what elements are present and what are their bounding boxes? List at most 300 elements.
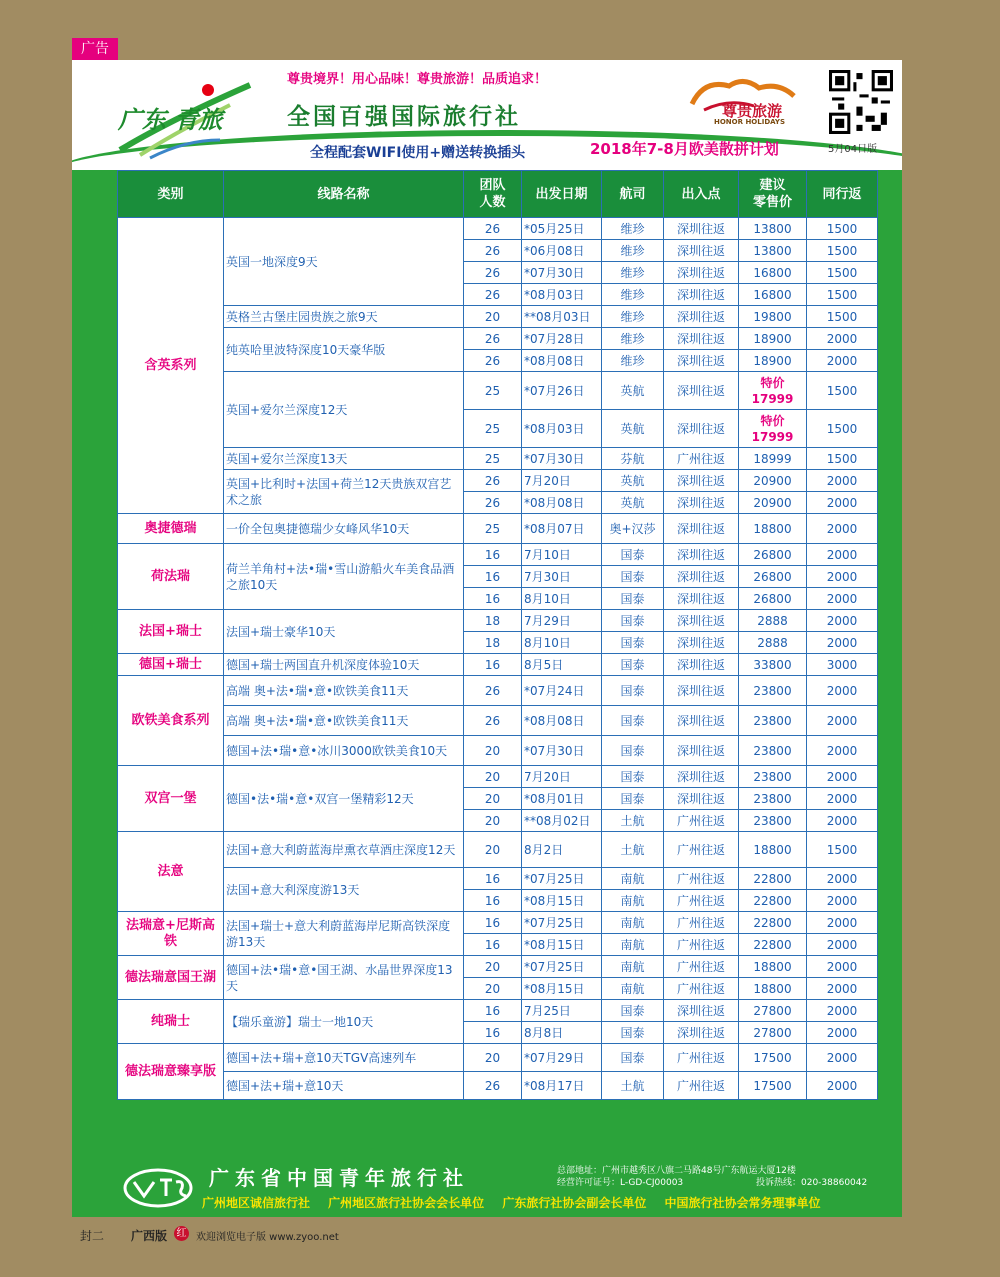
airline-cell: 国泰 [602, 766, 664, 788]
rebate-cell: 2000 [807, 810, 878, 832]
route-cell: 英国+爱尔兰深度13天 [224, 448, 464, 470]
airline-cell: 南航 [602, 978, 664, 1000]
port-cell: 广州往返 [664, 912, 739, 934]
price-cell: 17500 [739, 1044, 807, 1072]
table-row [118, 654, 878, 676]
price-cell: 27800 [739, 1000, 807, 1022]
price-cell: 22800 [739, 912, 807, 934]
group-cell: 26 [464, 240, 522, 262]
rebate-cell: 1500 [807, 410, 878, 448]
route-cell: 英国+比利时+法国+荷兰12天贵族双宫艺术之旅 [224, 470, 464, 514]
group-cell: 26 [464, 350, 522, 372]
group-cell: 20 [464, 956, 522, 978]
date-cell: 7月30日 [522, 566, 602, 588]
route-cell: 英国+爱尔兰深度12天 [224, 372, 464, 448]
date-cell: *07月28日 [522, 328, 602, 350]
footer-license: 经营许可证号：L-GD-CJ00003 [557, 1178, 684, 1188]
group-cell: 18 [464, 610, 522, 632]
group-cell: 18 [464, 632, 522, 654]
date-cell: *08月15日 [522, 934, 602, 956]
rebate-cell: 2000 [807, 470, 878, 492]
date-cell: *08月17日 [522, 1072, 602, 1100]
ad-tag: 广告 [72, 38, 118, 60]
price-cell: 27800 [739, 1022, 807, 1044]
airline-cell: 南航 [602, 934, 664, 956]
rebate-cell: 2000 [807, 868, 878, 890]
rebate-cell: 1500 [807, 372, 878, 410]
route-cell: 德国+法•瑞•意•国王湖、水晶世界深度13天 [224, 956, 464, 1000]
airline-cell: 奥+汉莎 [602, 514, 664, 544]
airline-cell: 维珍 [602, 240, 664, 262]
price-cell: 13800 [739, 240, 807, 262]
category-cell: 双宫一堡 [118, 766, 224, 832]
table-row [118, 1044, 878, 1072]
date-cell: 8月10日 [522, 632, 602, 654]
edition-date: 5月04日版 [828, 144, 878, 155]
group-cell: 16 [464, 890, 522, 912]
price-cell: 26800 [739, 544, 807, 566]
airline-cell: 南航 [602, 956, 664, 978]
group-cell: 20 [464, 978, 522, 1000]
cyts-logo-icon [122, 1166, 194, 1210]
category-cell: 法意 [118, 832, 224, 912]
table-row [118, 868, 878, 890]
itinerary-table [117, 170, 878, 1100]
route-cell: 【瑞乐童游】瑞士一地10天 [224, 1000, 464, 1044]
airline-cell: 国泰 [602, 676, 664, 706]
date-cell: *07月30日 [522, 262, 602, 284]
date-cell: 8月2日 [522, 832, 602, 868]
table-row [118, 306, 878, 328]
price-cell: 2888 [739, 610, 807, 632]
table-row [118, 544, 878, 566]
rebate-cell: 2000 [807, 956, 878, 978]
price-cell: 18900 [739, 328, 807, 350]
table-row [118, 676, 878, 706]
airline-cell: 国泰 [602, 610, 664, 632]
price-cell: 23800 [739, 676, 807, 706]
category-cell: 荷法瑞 [118, 544, 224, 610]
category-cell: 德法瑞意臻享版 [118, 1044, 224, 1100]
date-cell: *06月08日 [522, 240, 602, 262]
airline-cell: 国泰 [602, 1022, 664, 1044]
airline-cell: 国泰 [602, 544, 664, 566]
group-cell: 25 [464, 514, 522, 544]
airline-cell: 英航 [602, 470, 664, 492]
date-cell: *08月03日 [522, 284, 602, 306]
route-cell: 德国•法•瑞•意•双宫一堡精彩12天 [224, 766, 464, 832]
port-cell: 深圳往返 [664, 588, 739, 610]
table-row [118, 372, 878, 410]
date-cell: 8月5日 [522, 654, 602, 676]
airline-cell: 南航 [602, 912, 664, 934]
group-cell: 20 [464, 788, 522, 810]
category-cell: 德国+瑞士 [118, 654, 224, 676]
route-cell: 法国+瑞士豪华10天 [224, 610, 464, 654]
airline-cell: 芬航 [602, 448, 664, 470]
group-cell: 16 [464, 544, 522, 566]
date-cell: 7月20日 [522, 766, 602, 788]
group-cell: 26 [464, 470, 522, 492]
port-cell: 广州往返 [664, 978, 739, 1000]
price-cell: 26800 [739, 588, 807, 610]
group-cell: 16 [464, 1000, 522, 1022]
brand-name: 尊贵旅游 [722, 102, 783, 120]
header-price: 建议 零售价 [739, 171, 807, 218]
table-row [118, 736, 878, 766]
route-cell: 高端 奥+法•瑞•意•欧铁美食11天 [224, 676, 464, 706]
group-cell: 25 [464, 410, 522, 448]
date-cell: **08月02日 [522, 810, 602, 832]
group-cell: 26 [464, 218, 522, 240]
port-cell: 深圳往返 [664, 610, 739, 632]
date-cell: *07月30日 [522, 448, 602, 470]
date-cell: *07月30日 [522, 736, 602, 766]
date-cell: *08月15日 [522, 890, 602, 912]
rebate-cell: 2000 [807, 978, 878, 1000]
rebate-cell: 2000 [807, 890, 878, 912]
date-cell: *07月25日 [522, 868, 602, 890]
port-cell: 深圳往返 [664, 654, 739, 676]
table-row [118, 448, 878, 470]
price-cell: 16800 [739, 284, 807, 306]
route-cell: 法国+意大利蔚蓝海岸熏衣草酒庄深度12天 [224, 832, 464, 868]
group-cell: 20 [464, 1044, 522, 1072]
logo-text: 广东 青旅 [118, 105, 223, 134]
price-cell: 18800 [739, 832, 807, 868]
airline-cell: 国泰 [602, 706, 664, 736]
rebate-cell: 2000 [807, 676, 878, 706]
price-cell: 33800 [739, 654, 807, 676]
port-cell: 深圳往返 [664, 566, 739, 588]
port-cell: 广州往返 [664, 448, 739, 470]
port-cell: 深圳往返 [664, 1000, 739, 1022]
price-cell: 18800 [739, 956, 807, 978]
edition-name: 广西版 [131, 1229, 168, 1243]
table-row [118, 1072, 878, 1100]
group-cell: 26 [464, 328, 522, 350]
rebate-cell: 2000 [807, 912, 878, 934]
category-cell: 欧铁美食系列 [118, 676, 224, 766]
group-cell: 16 [464, 1022, 522, 1044]
group-cell: 16 [464, 588, 522, 610]
header-airline: 航司 [602, 171, 664, 218]
date-cell: *07月24日 [522, 676, 602, 706]
date-cell: **08月03日 [522, 306, 602, 328]
date-cell: *07月26日 [522, 372, 602, 410]
port-cell: 广州往返 [664, 832, 739, 868]
header-port: 出入点 [664, 171, 739, 218]
group-cell: 16 [464, 868, 522, 890]
group-cell: 16 [464, 566, 522, 588]
subtitle: 全程配套WIFI使用+赠送转换插头 [310, 145, 526, 161]
price-cell: 22800 [739, 868, 807, 890]
price-cell: 13800 [739, 218, 807, 240]
table-row [118, 956, 878, 978]
table-row [118, 610, 878, 632]
table-row [118, 218, 878, 240]
port-cell: 广州往返 [664, 1072, 739, 1100]
route-cell: 德国+瑞士两国直升机深度体验10天 [224, 654, 464, 676]
table-row [118, 514, 878, 544]
route-cell: 高端 奥+法•瑞•意•欧铁美食11天 [224, 706, 464, 736]
airline-cell: 南航 [602, 868, 664, 890]
price-cell: 23800 [739, 736, 807, 766]
port-cell: 深圳往返 [664, 544, 739, 566]
port-cell: 深圳往返 [664, 632, 739, 654]
rebate-cell: 2000 [807, 350, 878, 372]
rebate-cell: 2000 [807, 328, 878, 350]
group-cell: 16 [464, 934, 522, 956]
price-cell: 18800 [739, 978, 807, 1000]
table-header-row [118, 171, 878, 218]
price-cell: 23800 [739, 706, 807, 736]
port-cell: 深圳往返 [664, 240, 739, 262]
rebate-cell: 2000 [807, 1000, 878, 1022]
route-cell: 德国+法•瑞•意•冰川3000欧铁美食10天 [224, 736, 464, 766]
rebate-cell: 3000 [807, 654, 878, 676]
footer-hotline: 投诉热线：020-38860042 [756, 1178, 868, 1188]
airline-cell: 土航 [602, 832, 664, 868]
page-number: 封二 [80, 1229, 105, 1243]
header-rebate: 同行返 [807, 171, 878, 218]
airline-cell: 土航 [602, 810, 664, 832]
flyer-panel [72, 60, 902, 1217]
port-cell: 深圳往返 [664, 1022, 739, 1044]
port-cell: 深圳往返 [664, 372, 739, 410]
date-cell: *07月25日 [522, 912, 602, 934]
group-cell: 25 [464, 448, 522, 470]
port-cell: 深圳往返 [664, 766, 739, 788]
brand-english: HONOR HOLIDAYS [714, 118, 785, 126]
footer-address: 总部地址：广州市越秀区八旗二马路48号广东航运大厦12楼 [557, 1166, 796, 1176]
port-cell: 深圳往返 [664, 262, 739, 284]
date-cell: 7月20日 [522, 470, 602, 492]
group-cell: 20 [464, 766, 522, 788]
price-cell: 17500 [739, 1072, 807, 1100]
rebate-cell: 2000 [807, 736, 878, 766]
header-group-size: 团队 人数 [464, 171, 522, 218]
port-cell: 深圳往返 [664, 706, 739, 736]
airline-cell: 国泰 [602, 654, 664, 676]
price-cell: 23800 [739, 766, 807, 788]
special-price-cell: 特价 17999 [739, 372, 807, 410]
group-cell: 20 [464, 810, 522, 832]
itinerary-table-wrap [117, 170, 877, 1100]
price-cell: 26800 [739, 566, 807, 588]
price-cell: 23800 [739, 788, 807, 810]
category-cell: 奥捷德瑞 [118, 514, 224, 544]
rebate-cell: 2000 [807, 544, 878, 566]
rebate-cell: 1500 [807, 832, 878, 868]
airline-cell: 维珍 [602, 284, 664, 306]
special-price-cell: 特价 17999 [739, 410, 807, 448]
rebate-cell: 2000 [807, 788, 878, 810]
airline-cell: 英航 [602, 372, 664, 410]
group-cell: 26 [464, 492, 522, 514]
category-cell: 德法瑞意国王湖 [118, 956, 224, 1000]
price-cell: 23800 [739, 810, 807, 832]
airline-cell: 英航 [602, 410, 664, 448]
airline-cell: 国泰 [602, 1000, 664, 1022]
airline-cell: 国泰 [602, 632, 664, 654]
price-cell: 2888 [739, 632, 807, 654]
table-row [118, 328, 878, 350]
group-cell: 26 [464, 284, 522, 306]
port-cell: 广州往返 [664, 868, 739, 890]
category-cell: 法瑞意+尼斯高铁 [118, 912, 224, 956]
price-cell: 20900 [739, 492, 807, 514]
table-row [118, 766, 878, 788]
group-cell: 20 [464, 736, 522, 766]
table-row [118, 470, 878, 492]
date-cell: *07月29日 [522, 1044, 602, 1072]
airline-cell: 国泰 [602, 588, 664, 610]
port-cell: 深圳往返 [664, 470, 739, 492]
rebate-cell: 2000 [807, 1072, 878, 1100]
date-cell: 7月29日 [522, 610, 602, 632]
header [72, 60, 902, 170]
airline-cell: 南航 [602, 890, 664, 912]
date-cell: 8月10日 [522, 588, 602, 610]
rebate-cell: 2000 [807, 514, 878, 544]
price-cell: 16800 [739, 262, 807, 284]
date-cell: *08月07日 [522, 514, 602, 544]
route-cell: 纯英哈里波特深度10天豪华版 [224, 328, 464, 372]
rebate-cell: 2000 [807, 766, 878, 788]
price-cell: 18800 [739, 514, 807, 544]
header-route: 线路名称 [224, 171, 464, 218]
group-cell: 25 [464, 372, 522, 410]
main-title: 全国百强国际旅行社 [287, 104, 521, 130]
date-cell: 8月8日 [522, 1022, 602, 1044]
table-row [118, 832, 878, 868]
date-cell: *08月08日 [522, 706, 602, 736]
route-cell: 英格兰古堡庄园贵族之旅9天 [224, 306, 464, 328]
group-cell: 26 [464, 1072, 522, 1100]
port-cell: 深圳往返 [664, 736, 739, 766]
rebate-cell: 2000 [807, 610, 878, 632]
table-row [118, 706, 878, 736]
price-cell: 22800 [739, 890, 807, 912]
port-cell: 广州往返 [664, 810, 739, 832]
rebate-cell: 2000 [807, 934, 878, 956]
price-cell: 19800 [739, 306, 807, 328]
rebate-cell: 2000 [807, 566, 878, 588]
hong-badge: 红 [174, 1226, 189, 1241]
port-cell: 深圳往返 [664, 788, 739, 810]
date-cell: *08月15日 [522, 978, 602, 1000]
port-cell: 深圳往返 [664, 410, 739, 448]
rebate-cell: 1500 [807, 262, 878, 284]
slogan: 尊贵境界！用心品味！尊贵旅游！品质追求！ [287, 72, 548, 87]
airline-cell: 维珍 [602, 262, 664, 284]
date-cell: *08月08日 [522, 350, 602, 372]
airline-cell: 维珍 [602, 306, 664, 328]
browse-link[interactable]: 欢迎浏览电子版 www.zyoo.net [196, 1232, 339, 1243]
port-cell: 深圳往返 [664, 328, 739, 350]
route-cell: 德国+法+瑞+意10天TGV高速列车 [224, 1044, 464, 1072]
date-cell: *08月03日 [522, 410, 602, 448]
plan-title: 2018年7-8月欧美散拼计划 [590, 140, 779, 158]
route-cell: 一价全包奥捷德瑞少女峰风华10天 [224, 514, 464, 544]
airline-cell: 国泰 [602, 736, 664, 766]
group-cell: 16 [464, 912, 522, 934]
port-cell: 广州往返 [664, 956, 739, 978]
table-row [118, 912, 878, 934]
airline-cell: 维珍 [602, 218, 664, 240]
port-cell: 深圳往返 [664, 492, 739, 514]
header-date: 出发日期 [522, 171, 602, 218]
airline-cell: 维珍 [602, 350, 664, 372]
price-cell: 20900 [739, 470, 807, 492]
airline-cell: 英航 [602, 492, 664, 514]
header-category: 类别 [118, 171, 224, 218]
footer-title: 广东省中国青年旅行社 [209, 1166, 469, 1190]
rebate-cell: 2000 [807, 1022, 878, 1044]
rebate-cell: 1500 [807, 448, 878, 470]
route-cell: 德国+法+瑞+意10天 [224, 1072, 464, 1100]
airline-cell: 土航 [602, 1072, 664, 1100]
port-cell: 深圳往返 [664, 218, 739, 240]
group-cell: 20 [464, 306, 522, 328]
group-cell: 16 [464, 654, 522, 676]
date-cell: *08月08日 [522, 492, 602, 514]
port-cell: 深圳往返 [664, 306, 739, 328]
airline-cell: 维珍 [602, 328, 664, 350]
rebate-cell: 2000 [807, 588, 878, 610]
rebate-cell: 1500 [807, 306, 878, 328]
date-cell: *05月25日 [522, 218, 602, 240]
rebate-cell: 2000 [807, 632, 878, 654]
date-cell: *07月25日 [522, 956, 602, 978]
category-cell: 法国+瑞士 [118, 610, 224, 654]
group-cell: 26 [464, 262, 522, 284]
port-cell: 深圳往返 [664, 284, 739, 306]
rebate-cell: 2000 [807, 1044, 878, 1072]
airline-cell: 国泰 [602, 566, 664, 588]
category-cell: 纯瑞士 [118, 1000, 224, 1044]
date-cell: 7月25日 [522, 1000, 602, 1022]
footer [72, 1160, 902, 1217]
group-cell: 26 [464, 706, 522, 736]
group-cell: 20 [464, 832, 522, 868]
airline-cell: 国泰 [602, 788, 664, 810]
port-cell: 广州往返 [664, 934, 739, 956]
rebate-cell: 2000 [807, 706, 878, 736]
group-cell: 26 [464, 676, 522, 706]
port-cell: 深圳往返 [664, 514, 739, 544]
rebate-cell: 1500 [807, 218, 878, 240]
category-cell: 含英系列 [118, 218, 224, 514]
date-cell: *08月01日 [522, 788, 602, 810]
port-cell: 深圳往返 [664, 676, 739, 706]
table-row [118, 1000, 878, 1022]
price-cell: 18900 [739, 350, 807, 372]
airline-cell: 国泰 [602, 1044, 664, 1072]
footer-honors: 广州地区诚信旅行社 广州地区旅行社协会会长单位 广东旅行社协会副会长单位 中国旅行社协会常务理事单位 [202, 1196, 821, 1210]
rebate-cell: 2000 [807, 492, 878, 514]
rebate-cell: 1500 [807, 240, 878, 262]
route-cell: 法国+瑞士+意大利蔚蓝海岸尼斯高铁深度游13天 [224, 912, 464, 956]
date-cell: 7月10日 [522, 544, 602, 566]
port-cell: 深圳往返 [664, 350, 739, 372]
route-cell: 法国+意大利深度游13天 [224, 868, 464, 912]
route-cell: 英国一地深度9天 [224, 218, 464, 306]
port-cell: 广州往返 [664, 1044, 739, 1072]
price-cell: 22800 [739, 934, 807, 956]
port-cell: 广州往返 [664, 890, 739, 912]
